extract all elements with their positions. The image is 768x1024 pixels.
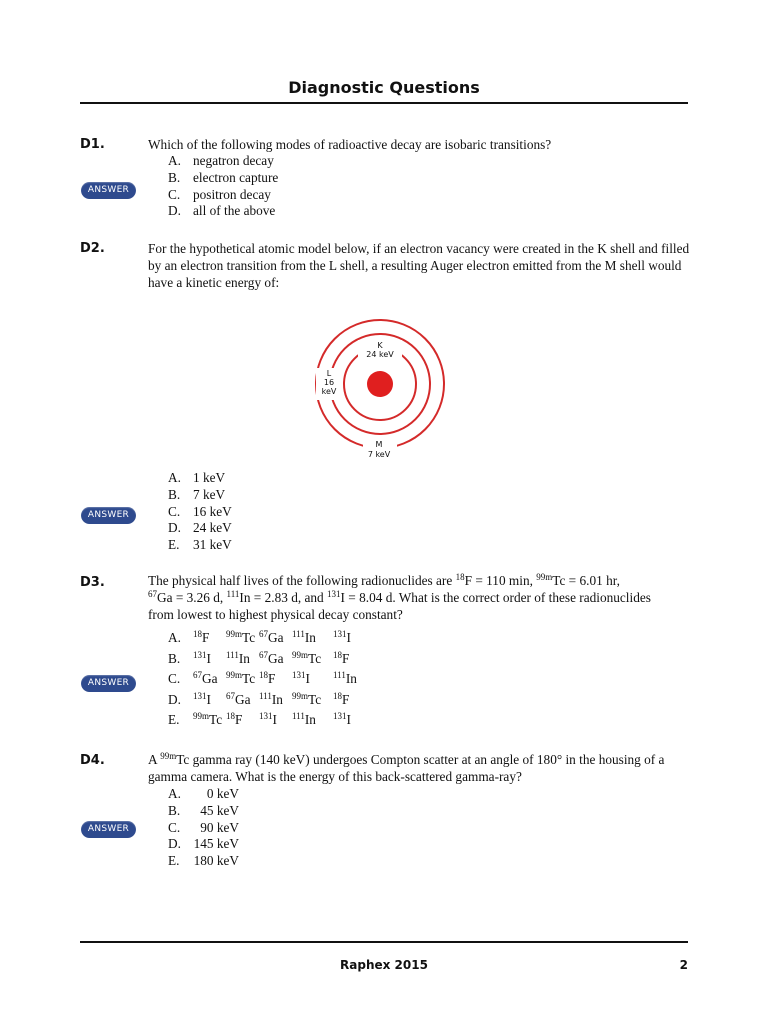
nuclide: $^{18}$F <box>259 670 276 686</box>
option-d2-a: A. 1 keV <box>168 470 226 485</box>
question-text-d3: The physical half lives of the following radionuclides are $^{18}$F = 110 min, $^{99m}$Tc = 6.01 hr, $^{67}$Ga = 3.26 d, $^{111}$In = 2.83 d, and $^{131}$I = 8.04 d. What is the correct order of these radionuclides from lowest to highest physical decay constant? <box>148 572 651 622</box>
question-text-d1: Which of the following modes of radioactive decay are isobaric transitions? <box>148 137 552 152</box>
nuclide: $^{67}$Ga <box>259 629 284 645</box>
option-d2-d: D. 24 keV <box>168 520 232 536</box>
header-rule <box>80 102 688 104</box>
question-number-d4: D4. <box>80 753 105 768</box>
option-d4-b: B. 45 keV <box>168 802 239 818</box>
answer-button-d4[interactable]: ANSWER <box>81 821 136 838</box>
question-number-d2: D2. <box>80 241 105 256</box>
l-energy-label-2: keV <box>321 387 337 396</box>
option-d3-e: E. $^{99m}$Tc $^{18}$F $^{131}$I $^{111}$In $^{131}$I <box>168 710 363 731</box>
nuclide: $^{111}$In <box>333 670 357 686</box>
option-d1-b: B. electron capture <box>168 169 279 185</box>
answer-button-d1[interactable]: ANSWER <box>81 182 136 199</box>
option-d4-a: A. 0 keV <box>168 786 239 801</box>
nuclide: $^{18}$F <box>333 649 350 666</box>
nuclide: $^{111}$In <box>259 690 283 707</box>
nuclide: $^{67}$Ga <box>226 690 251 707</box>
option-d1-d: D. all of the above <box>168 203 276 219</box>
option-d2-e: E. 31 keV <box>168 537 232 553</box>
question-number-d3: D3. <box>80 575 105 590</box>
page-number: 2 <box>679 958 688 972</box>
option-d4-c: C. 90 keV <box>168 819 239 835</box>
nuclide: $^{111}$In <box>226 649 250 666</box>
nuclide: $^{99m}$Tc <box>226 670 256 686</box>
k-shell-label: K <box>377 341 383 350</box>
l-energy-label-1: 16 <box>323 378 335 387</box>
option-d2-b: B. 7 keV <box>168 486 226 502</box>
question-text-d4: A $^{99m}$Tc gamma ray (140 keV) undergoes Compton scatter at an angle of 180° in the housing of a gamma camera. What is the energy of this back-scattered gamma-ray? <box>148 751 665 784</box>
option-d4-d: D. 145 keV <box>168 836 239 852</box>
option-d3-c: C. $^{67}$Ga $^{99m}$Tc $^{18}$F $^{131}$I $^{111}$In <box>168 669 363 690</box>
options-d4 <box>168 786 239 870</box>
option-d3-b: B. $^{131}$I $^{111}$In $^{67}$Ga $^{99m}$Tc $^{18}$F <box>168 649 363 670</box>
nuclide: $^{99m}$Tc <box>292 649 322 666</box>
nuclide: $^{18}$F <box>193 629 210 645</box>
nuclide: $^{99m}$Tc <box>226 629 256 645</box>
nuclide: $^{99m}$Tc <box>193 711 223 727</box>
option-d1-c: C. positron decay <box>168 186 271 202</box>
nuclide: $^{131}$I <box>292 670 310 686</box>
option-d1-a: A. negatron decay <box>168 153 274 168</box>
l-shell-label: L <box>326 369 332 378</box>
option-d4-e: E. 180 keV <box>168 853 239 869</box>
nuclide: $^{131}$I <box>259 711 277 727</box>
nuclide: $^{18}$F <box>333 690 350 707</box>
options-d2 <box>168 470 232 554</box>
nuclide: $^{18}$F <box>226 711 243 727</box>
options-d1 <box>168 153 278 220</box>
options-d3 <box>168 628 363 731</box>
atomic-model-diagram <box>308 308 452 464</box>
option-d3-a: A. $^{18}$F $^{99m}$Tc $^{67}$Ga $^{111}$In $^{131}$I <box>168 628 363 649</box>
m-shell-label: M <box>375 440 383 449</box>
answer-button-d3[interactable]: ANSWER <box>81 675 136 692</box>
nuclide: $^{111}$In <box>292 711 316 727</box>
nuclide: $^{131}$I <box>193 649 211 666</box>
nuclide: $^{111}$In <box>292 629 316 645</box>
nucleus <box>367 371 393 397</box>
nuclide: $^{67}$Ga <box>259 649 284 666</box>
nuclide: $^{131}$I <box>333 711 351 727</box>
k-energy-label: 24 keV <box>366 350 394 359</box>
nuclide: $^{131}$I <box>193 690 211 707</box>
question-number-d1: D1. <box>80 137 105 152</box>
page-title: Diagnostic Questions <box>288 78 480 97</box>
nuclide: $^{131}$I <box>333 629 351 645</box>
nuclide: $^{67}$Ga <box>193 670 218 686</box>
nuclide: $^{99m}$Tc <box>292 690 322 707</box>
footer-rule <box>80 941 688 943</box>
question-text-d2: For the hypothetical atomic model below, if an electron vacancy were created in the K shell and filled by an electron transition from the L shell, a resulting Auger electron emitted from the M shell would have a kinetic energy of: <box>148 241 690 290</box>
option-d2-c: C. 16 keV <box>168 503 232 519</box>
answer-button-d2[interactable]: ANSWER <box>81 507 136 524</box>
option-d3-d: D. $^{131}$I $^{67}$Ga $^{111}$In $^{99m}$Tc $^{18}$F <box>168 690 363 711</box>
m-energy-label: 7 keV <box>367 450 391 459</box>
footer-title: Raphex 2015 <box>340 958 428 972</box>
